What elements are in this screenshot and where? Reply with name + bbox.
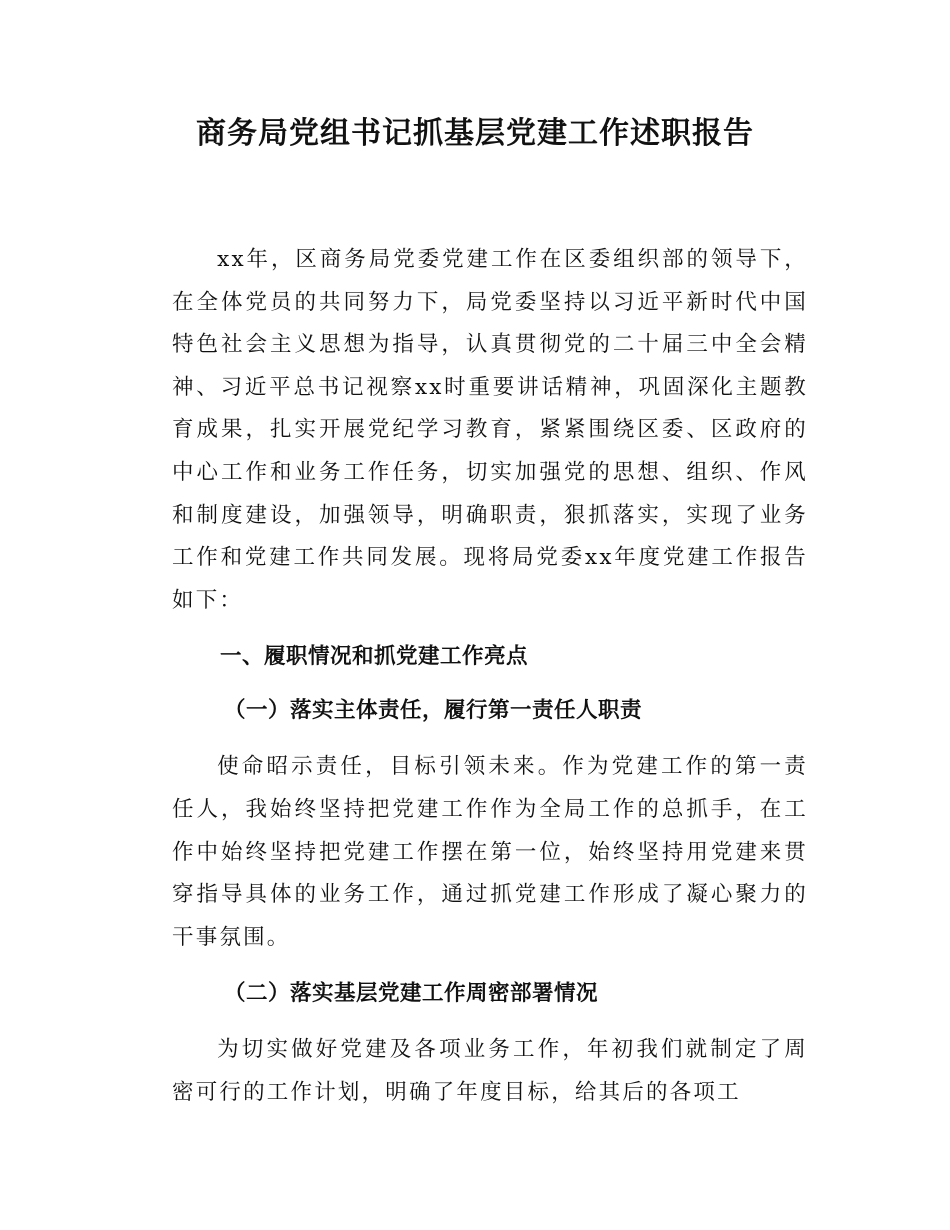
subsection-heading-1: （一）落实主体责任，履行第一责任人职责 [224, 698, 643, 724]
subsection-2-paragraph: 为切实做好党建及各项业务工作，年初我们就制定了周密可行的工作计划，明确了年度目标，给其后的各项工 [172, 1037, 808, 1105]
document-title: 商务局党组书记抓基层党建工作述职报告 [196, 116, 754, 151]
intro-paragraph: xx年，区商务局党委党建工作在区委组织部的领导下，在全体党员的共同努力下，局党委坚持以习近平新时代中国特色社会主义思想为指导，认真贯彻党的二十届三中全会精神、习近平总书记视察xx时重要讲话精神，巩固深化主题教育成果，扎实开展党纪学习教育，紧紧围绕区委、区政府的中心工作和业务工作任务，切实加强党的思想、组织、作风和制度建设，加强领导，明确职责，狠抓落实，实现了业务工作和党建工作共同发展。现将局党委xx年度党建工作报告如下： [172, 247, 808, 613]
subsection-heading-2: （二）落实基层党建工作周密部署情况 [224, 981, 599, 1007]
subsection-1-paragraph: 使命昭示责任，目标引领未来。作为党建工作的第一责任人，我始终坚持把党建工作作为全局工作的总抓手，在工作中始终坚持把党建工作摆在第一位，始终坚持用党建来贯穿指导具体的业务工作，通过抓党建工作形成了凝心聚力的干事氛围。 [172, 754, 808, 950]
section-heading-1: 一、履职情况和抓党建工作亮点 [220, 644, 529, 670]
document-body [172, 239, 808, 1115]
